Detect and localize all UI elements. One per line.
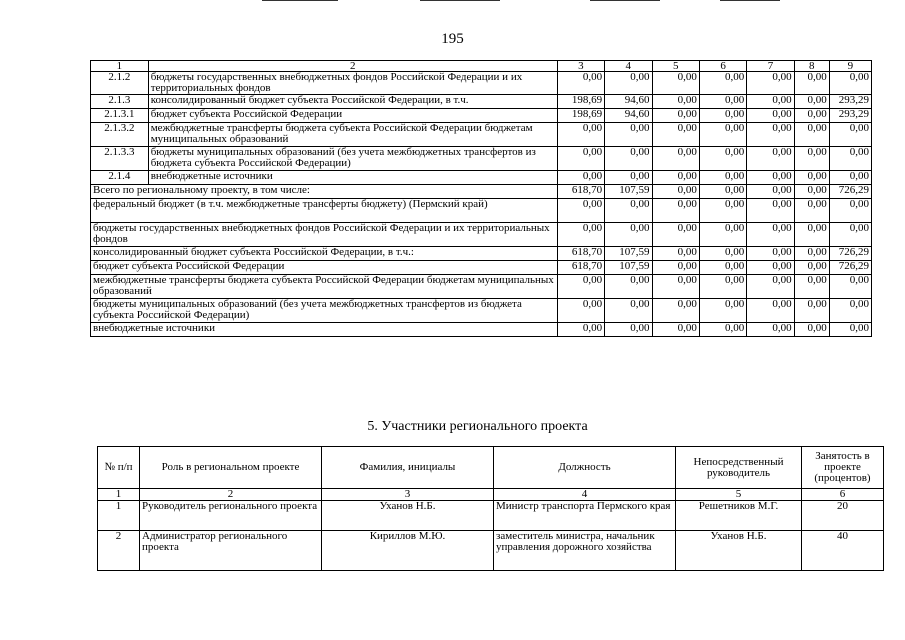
column-number: 2 xyxy=(140,489,322,501)
budget-table xyxy=(90,60,872,337)
participant-supervisor: Решетников М.Г. xyxy=(676,501,802,531)
row-value: 0,00 xyxy=(747,123,794,147)
row-value: 726,29 xyxy=(829,247,871,261)
row-value: 0,00 xyxy=(652,185,699,199)
total-row-name: федеральный бюджет (в т.ч. межбюджетные трансферты бюджету) (Пермский край) xyxy=(91,199,558,223)
row-value: 0,00 xyxy=(747,223,794,247)
top-rule xyxy=(420,0,500,1)
row-value: 618,70 xyxy=(557,247,604,261)
row-name: бюджеты муниципальных образований (без учета межбюджетных трансфертов из бюджета субъекта Российской Федерации) xyxy=(148,147,557,171)
row-code: 2.1.3 xyxy=(91,95,149,109)
row-value: 0,00 xyxy=(652,123,699,147)
table-row xyxy=(91,223,872,247)
row-code: 2.1.3.2 xyxy=(91,123,149,147)
row-value: 0,00 xyxy=(747,199,794,223)
row-value: 0,00 xyxy=(557,275,604,299)
participant-position: Министр транспорта Пермского края xyxy=(494,501,676,531)
row-value: 0,00 xyxy=(605,223,652,247)
row-code: 2.1.3.1 xyxy=(91,109,149,123)
row-name: консолидированный бюджет субъекта Российской Федерации, в т.ч. xyxy=(148,95,557,109)
row-value: 0,00 xyxy=(652,109,699,123)
row-value: 0,00 xyxy=(747,147,794,171)
row-value: 0,00 xyxy=(794,275,829,299)
row-value: 0,00 xyxy=(829,323,871,337)
row-value: 0,00 xyxy=(794,261,829,275)
row-code: 2.1.4 xyxy=(91,171,149,185)
row-value: 0,00 xyxy=(605,123,652,147)
row-value: 0,00 xyxy=(747,72,794,95)
row-value: 0,00 xyxy=(794,299,829,323)
column-number: 6 xyxy=(802,489,884,501)
row-value: 0,00 xyxy=(557,123,604,147)
column-number: 4 xyxy=(605,61,652,72)
participant-role: Руководитель регионального проекта xyxy=(140,501,322,531)
row-value: 0,00 xyxy=(699,275,746,299)
row-value: 0,00 xyxy=(794,247,829,261)
row-value: 198,69 xyxy=(557,109,604,123)
participants-numbering-row xyxy=(98,489,884,501)
total-row-name: бюджеты государственных внебюджетных фондов Российской Федерации и их территориальных фондов xyxy=(91,223,558,247)
page-number: 195 xyxy=(441,31,464,47)
row-value: 94,60 xyxy=(605,109,652,123)
table-row xyxy=(91,185,872,199)
top-rule xyxy=(590,0,660,1)
header-employment: Занятость в проекте (процентов) xyxy=(802,447,884,489)
table-row xyxy=(91,299,872,323)
row-value: 0,00 xyxy=(794,185,829,199)
row-value: 618,70 xyxy=(557,261,604,275)
row-value: 0,00 xyxy=(557,199,604,223)
column-number: 5 xyxy=(676,489,802,501)
row-value: 0,00 xyxy=(794,72,829,95)
table-row xyxy=(98,501,884,531)
budget-header-row xyxy=(91,61,872,72)
table-row xyxy=(91,95,872,109)
top-rule xyxy=(720,0,780,1)
row-value: 0,00 xyxy=(829,199,871,223)
table-row xyxy=(91,123,872,147)
row-value: 0,00 xyxy=(794,223,829,247)
row-value: 107,59 xyxy=(605,247,652,261)
row-value: 0,00 xyxy=(829,171,871,185)
row-name: межбюджетные трансферты бюджета субъекта Российской Федерации бюджетам муниципальных образований xyxy=(148,123,557,147)
row-value: 0,00 xyxy=(747,109,794,123)
column-number: 3 xyxy=(557,61,604,72)
row-code: 2.1.3.3 xyxy=(91,147,149,171)
row-value: 0,00 xyxy=(829,275,871,299)
column-number: 1 xyxy=(98,489,140,501)
row-value: 0,00 xyxy=(605,299,652,323)
row-value: 0,00 xyxy=(605,323,652,337)
row-value: 0,00 xyxy=(699,299,746,323)
table-row xyxy=(91,247,872,261)
table-row xyxy=(91,72,872,95)
row-number: 2 xyxy=(98,531,140,571)
column-number: 3 xyxy=(322,489,494,501)
row-value: 0,00 xyxy=(652,147,699,171)
column-number: 1 xyxy=(91,61,149,72)
header-supervisor: Непосредственный руководитель xyxy=(676,447,802,489)
row-value: 0,00 xyxy=(747,275,794,299)
row-value: 0,00 xyxy=(605,275,652,299)
row-value: 0,00 xyxy=(794,123,829,147)
row-value: 0,00 xyxy=(557,171,604,185)
total-row-name: внебюджетные источники xyxy=(91,323,558,337)
row-value: 0,00 xyxy=(829,123,871,147)
row-value: 0,00 xyxy=(605,171,652,185)
table-row xyxy=(91,171,872,185)
row-value: 0,00 xyxy=(699,95,746,109)
table-row xyxy=(91,323,872,337)
row-value: 0,00 xyxy=(699,261,746,275)
row-value: 0,00 xyxy=(557,323,604,337)
row-name: бюджеты государственных внебюджетных фондов Российской Федерации и их территориальных фондов xyxy=(148,72,557,95)
row-value: 0,00 xyxy=(829,72,871,95)
row-value: 198,69 xyxy=(557,95,604,109)
row-value: 0,00 xyxy=(699,109,746,123)
row-value: 0,00 xyxy=(829,223,871,247)
total-row-name: межбюджетные трансферты бюджета субъекта Российской Федерации бюджетам муниципальных образований xyxy=(91,275,558,299)
row-value: 0,00 xyxy=(747,95,794,109)
row-value: 107,59 xyxy=(605,185,652,199)
table-row xyxy=(91,275,872,299)
row-value: 0,00 xyxy=(557,223,604,247)
row-value: 0,00 xyxy=(794,95,829,109)
participant-employment: 40 xyxy=(802,531,884,571)
column-number: 5 xyxy=(652,61,699,72)
row-value: 726,29 xyxy=(829,185,871,199)
row-value: 0,00 xyxy=(747,299,794,323)
table-row xyxy=(91,199,872,223)
row-value: 0,00 xyxy=(652,299,699,323)
row-value: 0,00 xyxy=(652,171,699,185)
row-value: 0,00 xyxy=(794,323,829,337)
column-number: 2 xyxy=(148,61,557,72)
participant-position: заместитель министра, начальник управления дорожного хозяйства xyxy=(494,531,676,571)
row-value: 0,00 xyxy=(747,247,794,261)
top-rule xyxy=(262,0,338,1)
row-value: 0,00 xyxy=(747,171,794,185)
row-value: 293,29 xyxy=(829,95,871,109)
column-number: 4 xyxy=(494,489,676,501)
row-value: 94,60 xyxy=(605,95,652,109)
row-value: 0,00 xyxy=(794,109,829,123)
participant-employment: 20 xyxy=(802,501,884,531)
row-value: 0,00 xyxy=(699,223,746,247)
column-number: 7 xyxy=(747,61,794,72)
participants-table xyxy=(97,446,884,571)
row-value: 0,00 xyxy=(747,323,794,337)
row-value: 0,00 xyxy=(652,95,699,109)
row-value: 0,00 xyxy=(652,72,699,95)
participants-header-row xyxy=(98,447,884,489)
row-value: 0,00 xyxy=(829,299,871,323)
row-value: 107,59 xyxy=(605,261,652,275)
table-row xyxy=(98,531,884,571)
row-name: бюджет субъекта Российской Федерации xyxy=(148,109,557,123)
row-value: 0,00 xyxy=(699,171,746,185)
row-value: 0,00 xyxy=(557,299,604,323)
header-number: № п/п xyxy=(98,447,140,489)
row-name: внебюджетные источники xyxy=(148,171,557,185)
section-title: 5. Участники регионального проекта xyxy=(367,419,588,434)
participant-name: Кириллов М.Ю. xyxy=(322,531,494,571)
participant-supervisor: Уханов Н.Б. xyxy=(676,531,802,571)
row-number: 1 xyxy=(98,501,140,531)
row-value: 0,00 xyxy=(652,261,699,275)
table-row xyxy=(91,109,872,123)
header-role: Роль в региональном проекте xyxy=(140,447,322,489)
table-row xyxy=(91,261,872,275)
total-row-name: консолидированный бюджет субъекта Российской Федерации, в т.ч.: xyxy=(91,247,558,261)
header-name: Фамилия, инициалы xyxy=(322,447,494,489)
row-value: 0,00 xyxy=(605,72,652,95)
row-value: 0,00 xyxy=(699,185,746,199)
participant-role: Администратор регионального проекта xyxy=(140,531,322,571)
row-value: 293,29 xyxy=(829,109,871,123)
row-value: 0,00 xyxy=(747,185,794,199)
row-value: 0,00 xyxy=(605,199,652,223)
row-value: 0,00 xyxy=(652,323,699,337)
total-row-name: бюджеты муниципальных образований (без учета межбюджетных трансфертов из бюджета субъекта Российской Федерации) xyxy=(91,299,558,323)
participant-name: Уханов Н.Б. xyxy=(322,501,494,531)
row-value: 0,00 xyxy=(699,72,746,95)
row-value: 0,00 xyxy=(794,199,829,223)
row-value: 726,29 xyxy=(829,261,871,275)
row-value: 0,00 xyxy=(652,247,699,261)
row-code: 2.1.2 xyxy=(91,72,149,95)
table-row xyxy=(91,147,872,171)
column-number: 6 xyxy=(699,61,746,72)
column-number: 8 xyxy=(794,61,829,72)
row-value: 0,00 xyxy=(747,261,794,275)
row-value: 0,00 xyxy=(557,147,604,171)
column-number: 9 xyxy=(829,61,871,72)
total-row-name: Всего по региональному проекту, в том числе: xyxy=(91,185,558,199)
row-value: 618,70 xyxy=(557,185,604,199)
row-value: 0,00 xyxy=(699,323,746,337)
header-position: Должность xyxy=(494,447,676,489)
row-value: 0,00 xyxy=(652,199,699,223)
row-value: 0,00 xyxy=(557,72,604,95)
row-value: 0,00 xyxy=(794,147,829,171)
row-value: 0,00 xyxy=(699,247,746,261)
row-value: 0,00 xyxy=(699,147,746,171)
row-value: 0,00 xyxy=(829,147,871,171)
total-row-name: бюджет субъекта Российской Федерации xyxy=(91,261,558,275)
row-value: 0,00 xyxy=(605,147,652,171)
row-value: 0,00 xyxy=(699,123,746,147)
row-value: 0,00 xyxy=(699,199,746,223)
row-value: 0,00 xyxy=(794,171,829,185)
row-value: 0,00 xyxy=(652,275,699,299)
row-value: 0,00 xyxy=(652,223,699,247)
